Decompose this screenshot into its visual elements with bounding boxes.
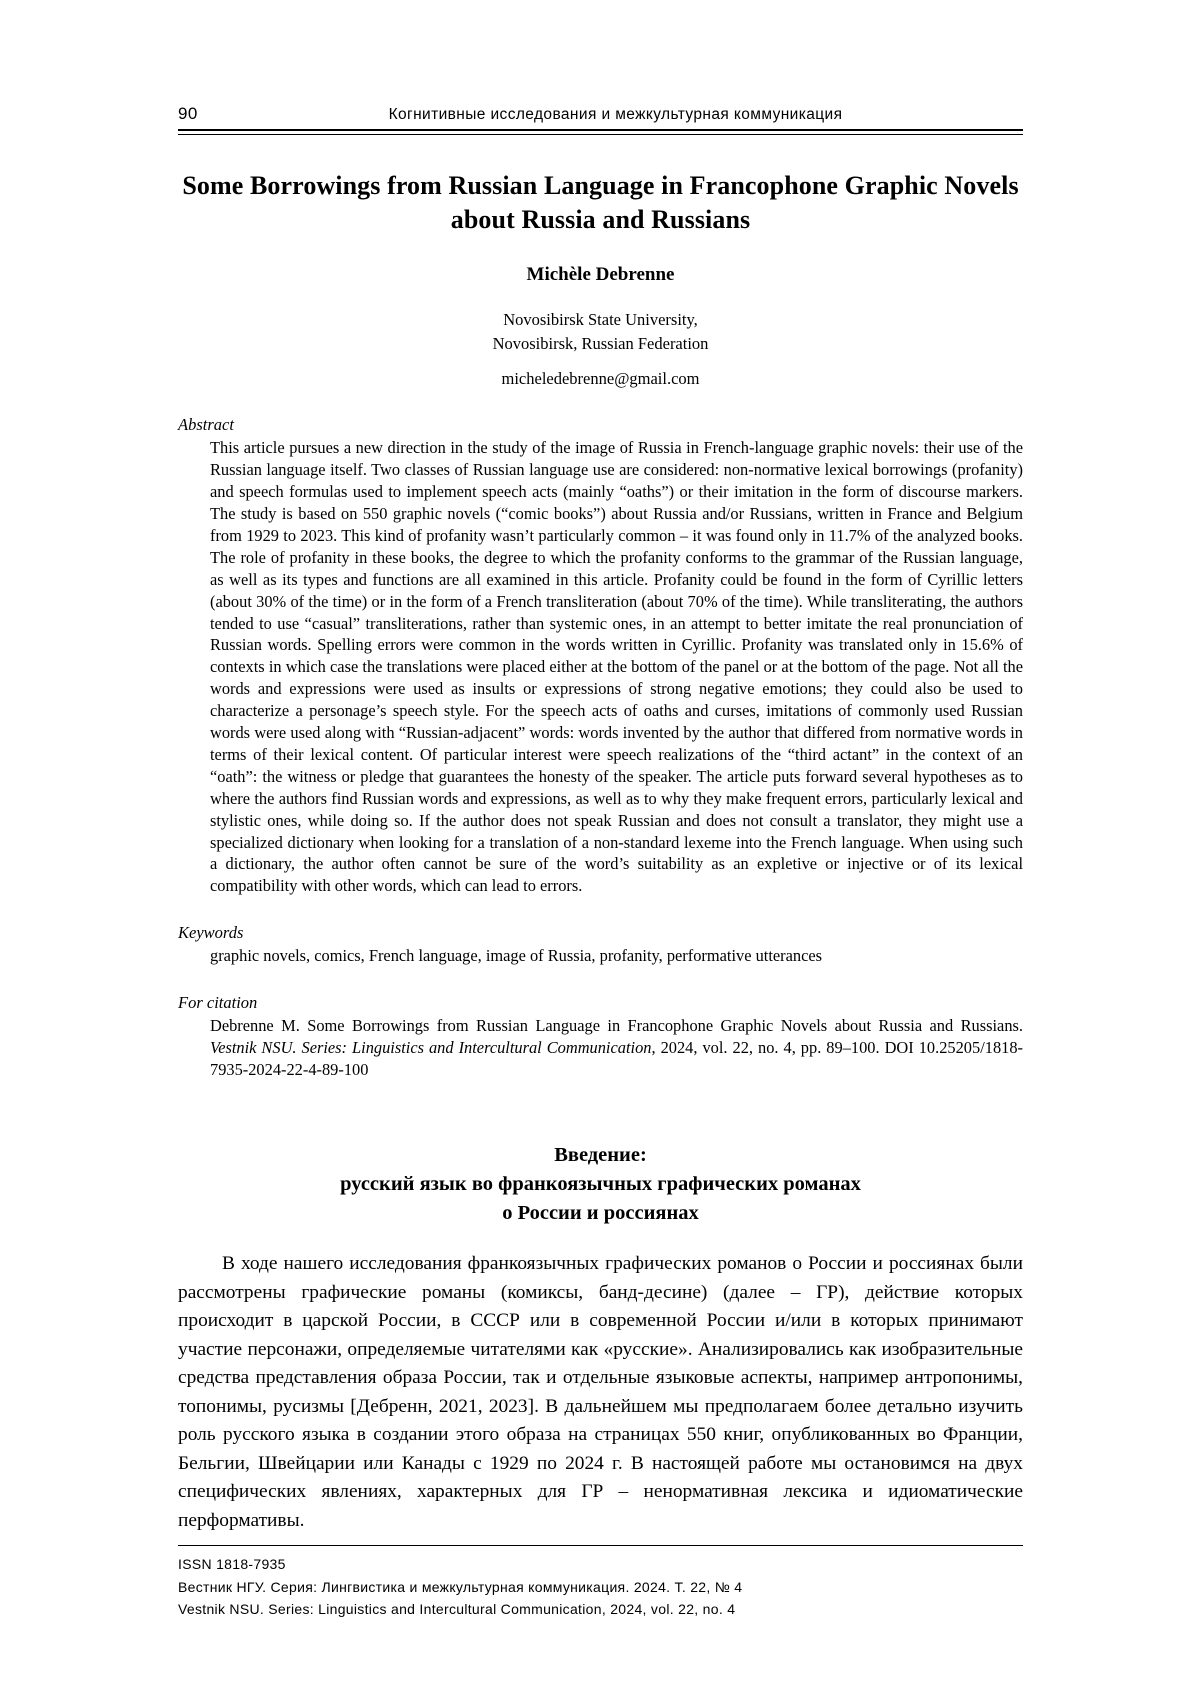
citation-text-part-1: Debrenne M. Some Borrowings from Russian Language in Francophone Graphic Novels about Russia and Russians. [210,1016,1023,1036]
page-number: 90 [178,104,198,123]
section-heading-line-3: о России и россиянах [502,1201,699,1224]
affiliation-line-2: Novosibirsk, Russian Federation [492,333,709,353]
citation-source-title: Vestnik NSU. Series: Linguistics and Intercultural Communication [210,1037,652,1057]
citation-label: For citation [178,993,258,1013]
keywords-text: graphic novels, comics, French language, image of Russia, profanity, performative utterances [210,946,823,966]
footer-journal-en: Vestnik NSU. Series: Linguistics and Intercultural Communication, 2024, vol. 22, no. 4 [178,1601,736,1618]
running-head [178,104,1023,124]
author-name: Michèle Debrenne [526,263,675,285]
footer-lines [178,1553,1023,1621]
section-heading-line-2: русский язык во франкоязычных графических романах [340,1172,861,1195]
section-heading [178,1141,1023,1228]
citation-text-part-2: , 2024, vol. 22, no. 4, pp. 89–100. DOI 10.25205/1818-7935-2024-22-4-89-100 [210,1037,1023,1079]
citation-text [210,1015,1023,1081]
section-body-text: В ходе нашего исследования франкоязычных графических романов о России и россиянах были рассмотрены графические романы (комиксы, банд-десине) (далее – ГР), действие которых происходит в царской России, в СССР или в современной России и/или в которых принимают участие персонажи, определяемые читателями как «русские». Анализировались как изобразительные средства представления образа России, так и отдельные языковые аспекты, например антропонимы, топонимы, русизмы [Дебренн, 2021, 2023]. В дальнейшем мы предполагаем более детально изучить роль русского языка в создании этого образа на страницах 550 книг, опубликованных во Франции, Бельгии, Швейцарии или Канады с 1929 по 2024 г. В настоящей работе мы остановимся на двух специфических явлениях, характерных для ГР – ненормативная лексика и идиоматические перформативы. [178,1253,1023,1531]
header-divider [178,129,1023,135]
abstract-label: Abstract [178,415,234,435]
affiliation [178,308,1023,356]
keywords-label: Keywords [178,923,244,943]
footer-issn: ISSN 1818-7935 [178,1556,286,1572]
running-head-journal-title: Когнитивные исследования и межкультурная коммуникация [388,106,843,123]
author-email: micheledebrenne@gmail.com [501,369,700,389]
affiliation-line-1: Novosibirsk State University, [503,309,698,329]
abstract-text: This article pursues a new direction in the study of the image of Russia in French-language graphic novels: their use of the Russian language itself. Two classes of Russian language use are considered: non-normative lexical borrowings (profanity) and speech formulas used to implement speech acts (mainly “oaths”) or their imitation in the form of discourse markers. The study is based on 550 graphic novels (“comic books”) about Russia and/or Russians, written in France and Belgium from 1929 to 2023. This kind of profanity wasn’t particularly common – it was found only in 11.7% of the analyzed books. The role of profanity in these books, the degree to which the profanity conforms to the grammar of the Russian language, as well as its types and functions are all examined in this article. Profanity could be found in the form of Cyrillic letters (about 30% of the time) or in the form of a French transliteration (about 70% of the time). While transliterating, the authors tended to use “casual” transliterations, rather than systemic ones, in an attempt to better imitate the real pronunciation of Russian words. Spelling errors were common in the words written in Cyrillic. Profanity was translated only in 15.6% of contexts in which case the translations were placed either at the bottom of the panel or at the bottom of the page. Not all the words and expressions were used as insults or expressions of strong negative emotions; they could also be used to characterize a personage’s speech style. For the speech acts of oaths and curses, imitations of commonly used Russian words were used along with “Russian-adjacent” words: words invented by the author that differed from normative words in terms of their lexical content. Of particular interest were speech realizations of the “third actant” in the context of an “oath”: the witness or pledge that guarantees the honesty of the speaker. The article puts forward several hypotheses as to where the authors find Russian words and expressions, as well as to why they make frequent errors, particularly lexical and stylistic ones, while doing so. If the author does not speak Russian and does not consult a translator, they might use a specialized dictionary when looking for a translation of a non-standard lexeme into the French language. When using such a dictionary, the author often cannot be sure of the word’s suitability as an expletive or injective or of its lexical compatibility with other words, which can lead to errors. [210,438,1023,896]
article-content [178,104,1023,1535]
page-title: Some Borrowings from Russian Language in Francophone Graphic Novels about Russia and Russians [182,171,1019,235]
section-heading-line-1: Введение: [554,1143,647,1166]
footer-journal-ru: Вестник НГУ. Серия: Лингвистика и межкультурная коммуникация. 2024. Т. 22, № 4 [178,1578,743,1595]
footer-divider [178,1545,1023,1546]
page-footer [178,1545,1023,1621]
